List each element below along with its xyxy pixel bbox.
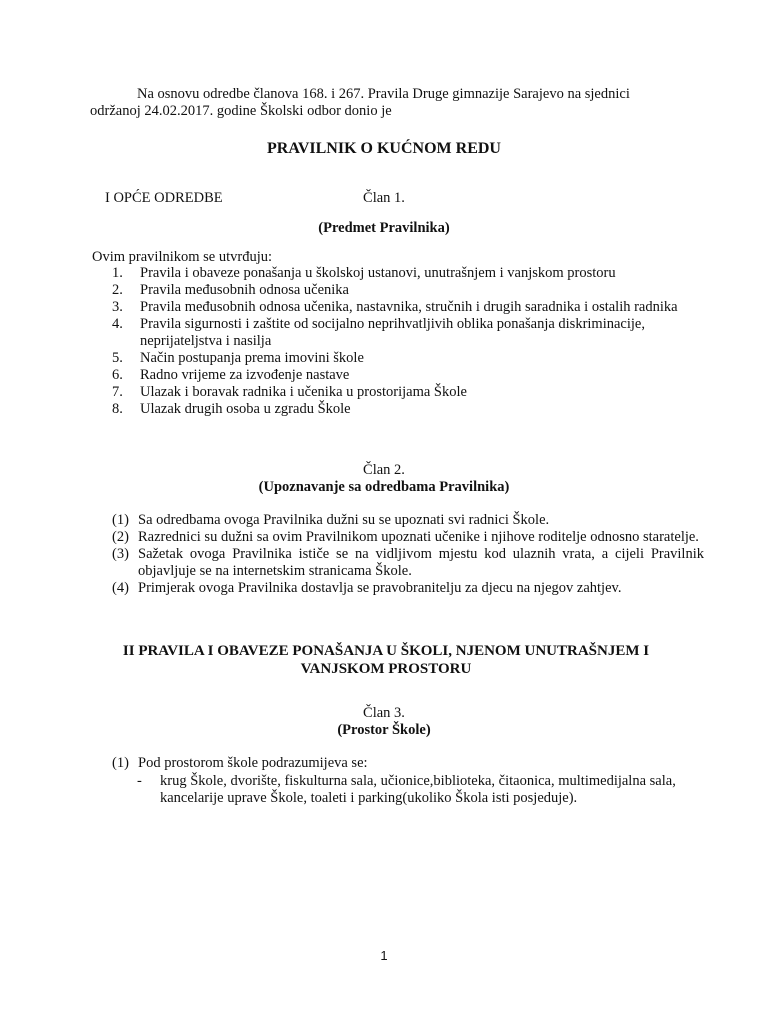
list-item-text: Radno vrijeme za izvođenje nastave [140, 367, 350, 383]
section-heading-1: I OPĆE ODREDBE [105, 190, 223, 206]
list-item-number: 2. [112, 282, 123, 298]
paragraph-item [112, 546, 704, 580]
article-3-title: Član 3. [363, 705, 405, 721]
paragraph-item [112, 512, 704, 529]
list-item [92, 282, 692, 299]
intro-paragraph: Na osnovu odredbe članova 168. i 267. Pravila Druge gimnazije Sarajevo na sjednici održanoj 24.02.2017. godine Školski odbor donio je [90, 86, 630, 119]
paragraph-text: Sažetak ovoga Pravilnika ističe se na vidljivom mjestu kod ulaznih vrata, a cijeli Pravilnik objavljuje se na internetskim stranicama Škole. [138, 546, 704, 579]
paragraph-number: (1) [112, 755, 129, 771]
paragraph-number: (1) [112, 512, 129, 528]
paragraph-item [112, 529, 704, 546]
paragraph-text: Sa odredbama ovoga Pravilnika dužni su se upoznati svi radnici Škole. [138, 512, 550, 528]
paragraph-number: (2) [112, 529, 129, 545]
list-item-text: Način postupanja prema imovini škole [140, 350, 364, 366]
list-item-number: 8. [112, 401, 123, 417]
list-item-text: Pravila međusobnih odnosa učenika, nastavnika, stručnih i drugih saradnika i ostalih radnika [140, 299, 678, 315]
article-3-dash-item [137, 773, 720, 807]
dash-bullet: - [137, 773, 142, 789]
article-1-title: Član 1. [363, 190, 405, 206]
article-3-paragraph [112, 755, 704, 772]
list-item-text: Ulazak i boravak radnika i učenika u prostorijama Škole [140, 384, 467, 400]
article-1-subtitle: (Predmet Pravilnika) [318, 220, 450, 236]
article-1-list [92, 265, 692, 418]
list-item [92, 384, 692, 401]
list-item-number: 5. [112, 350, 123, 366]
article-2-paragraphs [112, 512, 704, 597]
document-title: PRAVILNIK O KUĆNOM REDU [267, 140, 501, 157]
list-item-number: 1. [112, 265, 123, 281]
list-item [92, 401, 692, 418]
paragraph-item [112, 580, 704, 597]
section-heading-2: II PRAVILA I OBAVEZE PONAŠANJA U ŠKOLI, NJENOM UNUTRAŠNJEM I VANJSKOM PROSTORU [122, 643, 650, 677]
list-item-text: Pravila međusobnih odnosa učenika [140, 282, 349, 298]
list-item [92, 367, 692, 384]
list-item-number: 3. [112, 299, 123, 315]
list-item-text: Pravila i obaveze ponašanja u školskoj ustanovi, unutrašnjem i vanjskom prostoru [140, 265, 616, 281]
list-item-text: Ulazak drugih osoba u zgradu Škole [140, 401, 351, 417]
paragraph-number: (3) [112, 546, 129, 562]
list-item [92, 316, 692, 350]
dash-item-text: krug Škole, dvorište, fiskulturna sala, učionice,biblioteka, čitaonica, multimedijalna sala, kancelarije uprave Škole, toaleti i parking(ukoliko Škola isti posjeduje). [160, 773, 676, 806]
paragraph-text: Pod prostorom škole podrazumijeva se: [138, 755, 368, 771]
list-item [92, 299, 692, 316]
page-number: 1 [380, 948, 388, 963]
article-1-lead: Ovim pravilnikom se utvrđuju: [92, 249, 273, 265]
list-item-number: 6. [112, 367, 123, 383]
paragraph-text: Primjerak ovoga Pravilnika dostavlja se pravobranitelju za djecu na njegov zahtjev. [138, 580, 622, 596]
list-item-number: 7. [112, 384, 123, 400]
list-item [92, 265, 692, 282]
list-item-text: Pravila sigurnosti i zaštite od socijalno neprihvatljivih oblika ponašanja diskriminacije, neprijateljstva i nasilja [140, 316, 645, 349]
paragraph-number: (4) [112, 580, 129, 596]
article-2-title: Član 2. [363, 462, 405, 478]
paragraph-text: Razrednici su dužni sa ovim Pravilnikom upoznati učenike i njihove roditelje odnosno staratelje. [138, 529, 699, 545]
list-item [92, 350, 692, 367]
list-item-number: 4. [112, 316, 123, 332]
article-3-subtitle: (Prostor Škole) [337, 722, 431, 738]
article-2-subtitle: (Upoznavanje sa odredbama Pravilnika) [258, 479, 510, 495]
